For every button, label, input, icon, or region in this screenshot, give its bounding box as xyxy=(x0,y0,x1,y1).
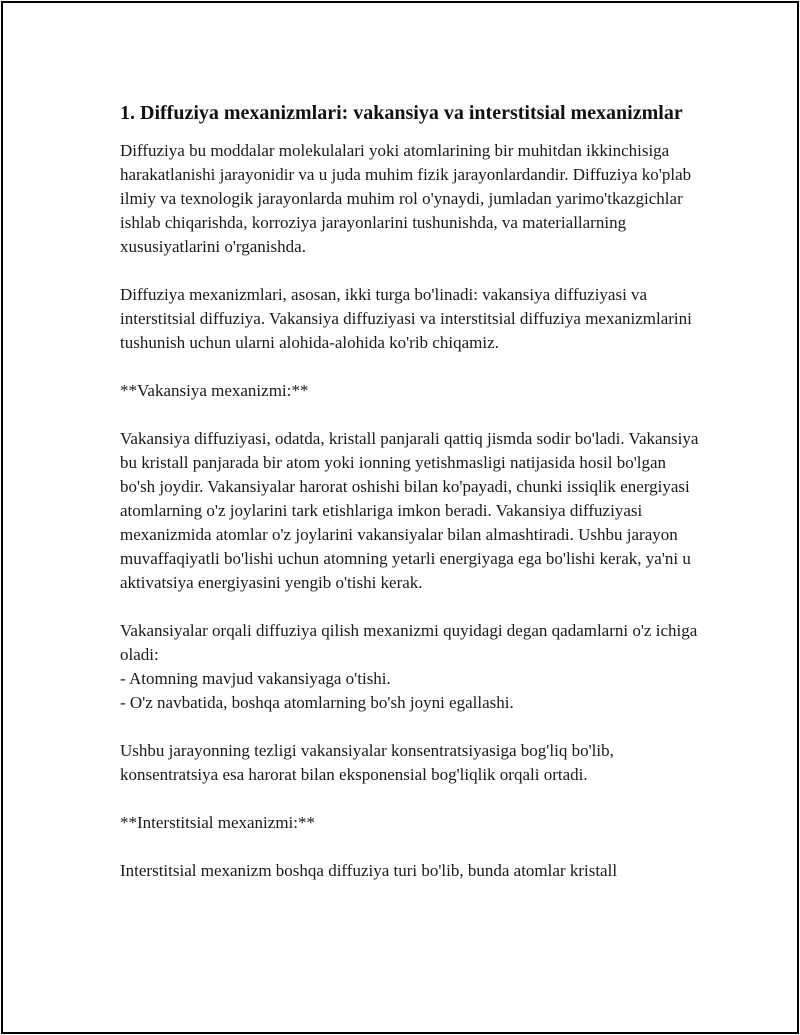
paragraph-vacancy-rate: Ushbu jarayonning tezligi vakansiyalar konsentratsiyasiga bog'liq bo'lib, konsentratsiya esa harorat bilan eksponensial bog'liqlik orqali ortadi. xyxy=(120,741,614,784)
paragraph-vacancy: Vakansiya diffuziyasi, odatda, kristall panjarali qattiq jismda sodir bo'ladi. Vakansiya bu kristall panjarada bir atom yoki ionning yetishmasligi natijasida hosil bo'lgan bo'sh joydir. Vakansiyalar harorat oshishi bilan ko'payadi, chunki issiqlik energiyasi atomlarning o'z joylarini tark etishlariga imkon beradi. Vakansiya diffuziyasi mexanizmida atomlar o'z joylarini vakansiyalar bilan almashtiradi. Ushbu jarayon muvaffaqiyatli bo'lishi uchun atomning yetarli energiyaga ega bo'lishi kerak, ya'ni u aktivatsiya energiyasini yengib o'tishi kerak. xyxy=(120,429,699,592)
paragraph-interstitial: Interstitsial mexanizm boshqa diffuziya turi bo'lib, bunda atomlar kristall xyxy=(120,861,618,880)
subheading-interstitial: **Interstitsial mexanizmi:** xyxy=(120,813,315,832)
document-body xyxy=(120,99,700,883)
subheading-vacancy: **Vakansiya mexanizmi:** xyxy=(120,381,309,400)
paragraph-vacancy-steps: Vakansiyalar orqali diffuziya qilish mexanizmi quyidagi degan qadamlarni o'z ichiga oladi: - Atomning mavjud vakansiyaga o'tishi. - O'z navbatida, boshqa atomlarning bo'sh joyni egallashi. xyxy=(120,621,698,712)
page-frame xyxy=(1,1,799,1034)
section-heading: 1. Diffuziya mexanizmlari: vakansiya va interstitsial mexanizmlar xyxy=(120,102,683,124)
paragraph-types: Diffuziya mexanizmlari, asosan, ikki turga bo'linadi: vakansiya diffuziyasi va interstitsial diffuziya. Vakansiya diffuziyasi va interstitsial diffuziya mexanizmlarini tushunish uchun ularni alohida-alohida ko'rib chiqamiz. xyxy=(120,285,692,352)
paragraph-intro: Diffuziya bu moddalar molekulalari yoki atomlarining bir muhitdan ikkinchisiga harakatlanishi jarayonidir va u juda muhim fizik jarayonlardandir. Diffuziya ko'plab ilmiy va texnologik jarayonlarda muhim rol o'ynaydi, jumladan yarimo'tkazgichlar ishlab chiqarishda, korroziya jarayonlarini tushunishda, va materiallarning xususiyatlarini o'rganishda. xyxy=(120,141,692,256)
